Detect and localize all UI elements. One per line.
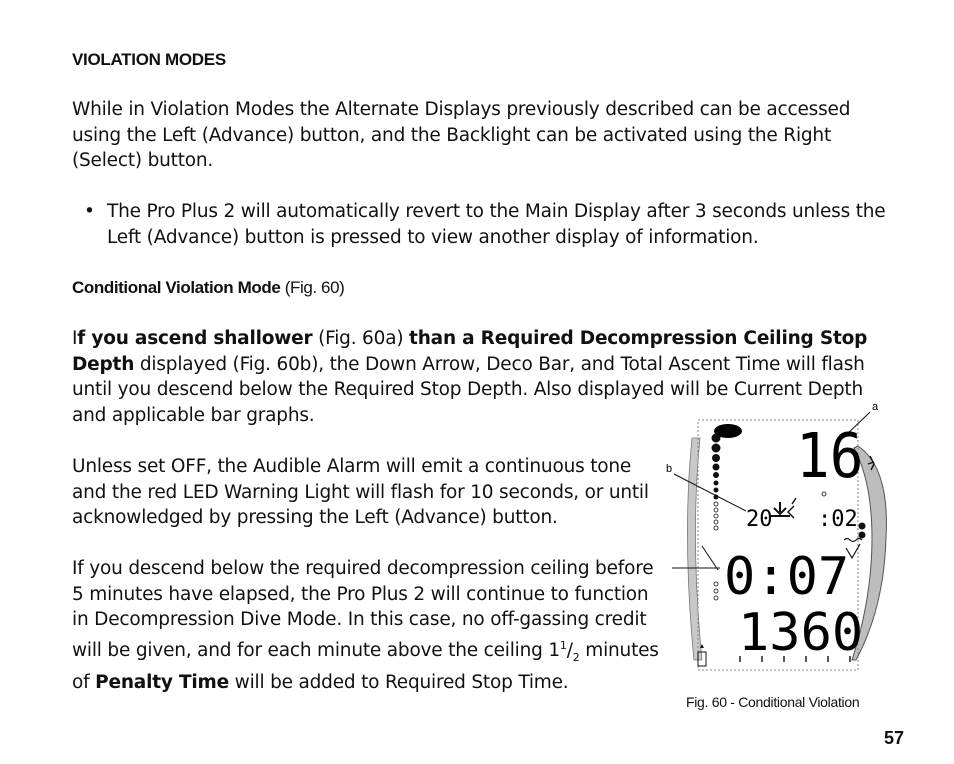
ascend-bold-2: than a Required Decompression Ceiling Stop Depth	[72, 328, 868, 375]
label-b: b	[666, 463, 673, 475]
ascend-text-1: I	[72, 328, 78, 349]
bottom-value: 1360	[738, 603, 864, 663]
descend-text-2: minutes of	[72, 639, 659, 693]
descend-paragraph	[72, 556, 662, 695]
descend-text-3: will be added to Required Stop Time.	[228, 671, 569, 693]
label-a: a	[872, 401, 879, 413]
ascend-text-2: (Fig. 60a)	[312, 328, 410, 349]
fraction-numerator: 1	[559, 638, 567, 652]
depth-digits: 16	[796, 419, 864, 492]
bar-graph-dots	[712, 434, 721, 601]
stop-time: :02	[818, 507, 858, 532]
pointer-b	[674, 474, 746, 511]
bullet-text: The Pro Plus 2 will automatically revert to the Main Display after 3 seconds unless the Left (Advance) button is pressed to view another display of information.	[107, 201, 886, 248]
ascend-bold-1: f you ascend shallower	[77, 328, 313, 349]
intro-paragraph: While in Violation Modes the Alternate Displays previously described can be accessed using the Left (Advance) button, and the Backlight can be activated using the Right (Select) button.	[72, 99, 851, 171]
stop-depth: 20	[746, 507, 773, 532]
ascend-text-3: displayed (Fig. 60b), the Down Arrow, Deco Bar, and Total Ascent Time will flash until you descend below the Required Stop Depth. Also displayed will be Current Depth and applicable bar graphs.	[72, 353, 865, 426]
casing-left	[687, 438, 702, 660]
subheading-figref: (Fig. 60)	[280, 278, 345, 297]
right-dot-1	[859, 523, 866, 530]
figure-caption: Fig. 60 - Conditional Violation	[686, 694, 860, 710]
fraction-denominator: 2	[572, 650, 580, 664]
page-number: 57	[884, 728, 905, 748]
pointer-line-1	[702, 546, 718, 570]
fraction-slash: /	[566, 639, 573, 661]
down-arrow-icon	[770, 502, 790, 516]
subheading	[72, 278, 344, 298]
bullet-symbol: •	[84, 201, 95, 222]
alarm-paragraph: Unless set OFF, the Audible Alarm will emit a continuous tone and the red LED Warning Light will flash for 10 seconds, or until acknowledged by pressing the Left (Advance) button.	[72, 456, 649, 528]
right-dot-small	[822, 492, 826, 496]
subheading-bold: Conditional Violation Mode	[72, 278, 281, 297]
elapsed-time: 0:07	[724, 547, 850, 607]
penalty-time-bold: Penalty Time	[95, 671, 229, 693]
right-dot-2	[859, 532, 866, 539]
bullet-item	[84, 199, 894, 250]
section-heading: VIOLATION MODES	[72, 50, 226, 69]
descend-text-1: If you descend below the required decompression ceiling before 5 minutes have elapsed, the Pro Plus 2 will continue to function in Decompression Dive Mode. In this case, no off-gassing credit will be given, and for each minute above the ceiling 1	[72, 558, 654, 661]
dive-computer-figure	[660, 398, 890, 680]
